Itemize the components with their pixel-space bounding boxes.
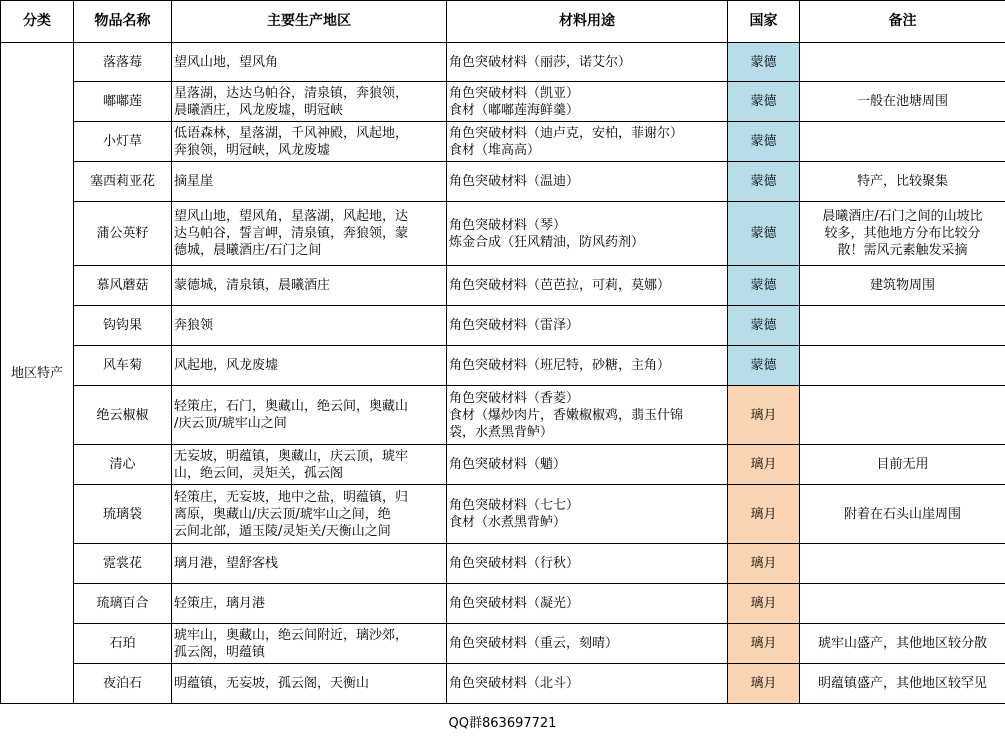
region-line: 风起地，风龙废墟	[174, 358, 279, 373]
item-name-cell: 清心	[74, 445, 172, 485]
table-row	[1, 122, 1005, 162]
item-name-cell: 琉璃百合	[74, 584, 172, 624]
region-line: 德城，晨曦酒庄/石门之间	[174, 243, 322, 258]
note-cell	[800, 346, 1005, 386]
region-cell	[172, 624, 447, 664]
usage-line: 角色突破材料（重云，刻晴）	[449, 636, 619, 651]
table-row	[1, 386, 1005, 445]
header-item-name: 物品名称	[74, 1, 172, 43]
note-line: 晨曦酒庄/石门之间的山坡比	[822, 209, 983, 224]
note-cell	[800, 584, 1005, 624]
usage-line: 角色突破材料（凝光）	[449, 596, 580, 611]
usage-cell	[447, 544, 728, 584]
note-line: 建筑物周围	[869, 278, 935, 293]
table-row	[1, 162, 1005, 202]
note-cell	[800, 544, 1005, 584]
region-line: 蒙德城，清泉镇，晨曦酒庄	[174, 278, 331, 293]
usage-line: 角色突破材料（雷泽）	[449, 318, 580, 333]
region-line: 奔狼领	[174, 318, 214, 333]
region-cell	[172, 485, 447, 544]
table-row	[1, 306, 1005, 346]
region-line: 达乌帕谷，誓言岬，清泉镇，奔狼领，蒙	[174, 226, 409, 241]
usage-line: 角色突破材料（魈）	[449, 457, 567, 472]
country-cell: 璃月	[728, 485, 800, 544]
usage-cell	[447, 82, 728, 122]
country-cell: 蒙德	[728, 82, 800, 122]
region-cell	[172, 584, 447, 624]
item-name-cell: 钩钩果	[74, 306, 172, 346]
note-cell	[800, 445, 1005, 485]
region-line: 望风山地，望风角，星落湖，风起地，达	[174, 209, 409, 224]
header-note: 备注	[800, 1, 1005, 43]
usage-line: 角色突破材料（七七）	[449, 498, 580, 513]
region-line: 低语森林，星落湖，千风神殿，风起地，	[174, 125, 409, 141]
usage-line: 角色突破材料（琴）	[449, 217, 567, 233]
country-cell: 蒙德	[728, 122, 800, 162]
item-name-cell: 塞西莉亚花	[74, 162, 172, 202]
note-line: 特产，比较聚集	[856, 174, 948, 189]
note-line: 琥牢山盛产，其他地区较分散	[817, 636, 987, 651]
region-cell	[172, 122, 447, 162]
country-cell: 璃月	[728, 664, 800, 704]
note-cell	[800, 386, 1005, 445]
usage-cell	[447, 445, 728, 485]
country-cell: 蒙德	[728, 43, 800, 82]
country-cell: 蒙德	[728, 266, 800, 306]
region-cell	[172, 544, 447, 584]
note-line: 明蕴镇盛产，其他地区较罕见	[817, 676, 987, 691]
footer-qq-group: QQ群863697721	[448, 716, 557, 731]
note-cell	[800, 43, 1005, 82]
table-row	[1, 544, 1005, 584]
item-name-cell: 小灯草	[74, 122, 172, 162]
item-name-cell: 石珀	[74, 624, 172, 664]
country-cell: 璃月	[728, 624, 800, 664]
header-region: 主要生产地区	[172, 1, 447, 43]
item-name-cell: 风车菊	[74, 346, 172, 386]
usage-line: 角色突破材料（迪卢克，安柏，菲谢尔）	[449, 125, 684, 141]
region-line: 云间北部，遁玉陵/灵矩关/天衡山之间	[174, 523, 391, 539]
region-line: 摘星崖	[174, 174, 214, 189]
region-cell	[172, 386, 447, 445]
usage-cell	[447, 43, 728, 82]
usage-line: 食材（爆炒肉片，香嫩椒椒鸡，翡玉什锦	[449, 407, 684, 423]
note-line: 一般在池塘周围	[856, 94, 948, 109]
note-cell	[800, 202, 1005, 266]
table-row	[1, 43, 1005, 82]
usage-cell	[447, 346, 728, 386]
region-line: 明蕴镇，无妄坡，孤云阁，天衡山	[174, 676, 370, 691]
country-cell: 蒙德	[728, 306, 800, 346]
region-line: 奔狼领，明冠峡，风龙废墟	[174, 142, 331, 158]
country-cell: 蒙德	[728, 346, 800, 386]
region-cell	[172, 266, 447, 306]
usage-cell	[447, 122, 728, 162]
region-line: 无妄坡，明蕴镇，奥藏山，庆云顶，琥牢	[174, 448, 409, 464]
note-cell	[800, 162, 1005, 202]
table-row	[1, 445, 1005, 485]
usage-cell	[447, 386, 728, 445]
region-line: 山，绝云间，灵矩关，孤云阁	[174, 465, 344, 481]
usage-line: 袋，水煮黑背鲈）	[449, 424, 554, 440]
region-cell	[172, 202, 447, 266]
note-cell	[800, 664, 1005, 704]
country-cell: 蒙德	[728, 162, 800, 202]
usage-line: 角色突破材料（北斗）	[449, 676, 580, 691]
note-cell	[800, 82, 1005, 122]
table-row	[1, 664, 1005, 704]
usage-cell	[447, 162, 728, 202]
table-header-row	[1, 1, 1005, 43]
region-line: 望风山地，望风角	[174, 54, 279, 70]
region-line: 璃月港，望舒客栈	[174, 556, 279, 571]
country-cell: 璃月	[728, 544, 800, 584]
usage-line: 角色突破材料（凯亚）	[449, 85, 580, 101]
item-name-cell: 慕风蘑菇	[74, 266, 172, 306]
country-cell: 璃月	[728, 584, 800, 624]
table-row	[1, 82, 1005, 122]
usage-line: 食材（水煮黑背鲈）	[449, 515, 567, 530]
region-cell	[172, 306, 447, 346]
region-cell	[172, 346, 447, 386]
item-name-cell: 夜泊石	[74, 664, 172, 704]
usage-cell	[447, 624, 728, 664]
note-line: 附着在石头山崖周围	[843, 506, 961, 522]
usage-cell	[447, 485, 728, 544]
item-name-cell: 蒲公英籽	[74, 202, 172, 266]
usage-line: 角色突破材料（丽莎，诺艾尔）	[449, 54, 632, 70]
header-usage: 材料用途	[447, 1, 728, 43]
region-line: 轻策庄，无妄坡，地中之盐，明蕴镇，归	[174, 489, 409, 505]
note-cell	[800, 485, 1005, 544]
usage-line: 角色突破材料（班尼特，砂糖，主角）	[449, 358, 671, 373]
region-line: 晨曦酒庄，风龙废墟，明冠峡	[174, 102, 344, 118]
country-cell: 璃月	[728, 445, 800, 485]
usage-line: 角色突破材料（温迪）	[449, 174, 580, 189]
table-row	[1, 346, 1005, 386]
country-cell: 蒙德	[728, 202, 800, 266]
category-cell: 地区特产	[1, 43, 74, 704]
region-line: 孤云阁，明蕴镇	[174, 644, 266, 660]
header-country: 国家	[728, 1, 800, 43]
note-cell	[800, 266, 1005, 306]
note-line: 较多，其他地方分布比较分	[824, 226, 981, 241]
item-name-cell: 落落莓	[74, 43, 172, 82]
usage-line: 食材（堆高高）	[449, 142, 541, 158]
usage-cell	[447, 202, 728, 266]
note-cell	[800, 122, 1005, 162]
usage-cell	[447, 664, 728, 704]
table-row	[1, 266, 1005, 306]
usage-cell	[447, 266, 728, 306]
region-cell	[172, 162, 447, 202]
region-line: /庆云顶/琥牢山之间	[174, 416, 287, 431]
usage-cell	[447, 584, 728, 624]
table-row	[1, 584, 1005, 624]
region-line: 离原，奥藏山/庆云顶/琥牢山之间，绝	[174, 506, 391, 522]
item-name-cell: 绝云椒椒	[74, 386, 172, 445]
region-line: 星落湖，达达乌帕谷，清泉镇，奔狼领，	[174, 85, 409, 101]
region-cell	[172, 664, 447, 704]
table-row	[1, 624, 1005, 664]
item-name-cell: 琉璃袋	[74, 485, 172, 544]
item-name-cell: 霓裳花	[74, 544, 172, 584]
usage-line: 炼金合成（狂风精油，防风药剂）	[449, 234, 645, 250]
usage-line: 角色突破材料（芭芭拉，可莉，莫娜）	[449, 278, 671, 293]
header-category: 分类	[1, 1, 74, 43]
table-row	[1, 202, 1005, 266]
note-line: 散！需风元素触发采摘	[837, 243, 968, 258]
table-row	[1, 485, 1005, 544]
usage-line: 角色突破材料（香菱）	[449, 390, 580, 406]
usage-line: 食材（嘟嘟莲海鲜羹）	[449, 102, 580, 118]
item-name-cell: 嘟嘟莲	[74, 82, 172, 122]
region-cell	[172, 82, 447, 122]
note-cell	[800, 624, 1005, 664]
country-cell: 璃月	[728, 386, 800, 445]
note-line: 目前无用	[876, 457, 929, 472]
region-line: 轻策庄，石门，奥藏山，绝云间，奥藏山	[174, 399, 409, 414]
region-cell	[172, 445, 447, 485]
region-cell	[172, 43, 447, 82]
usage-cell	[447, 306, 728, 346]
region-line: 轻策庄，璃月港	[174, 596, 266, 611]
region-line: 琥牢山，奥藏山，绝云间附近，璃沙郊，	[174, 627, 409, 643]
note-cell	[800, 306, 1005, 346]
usage-line: 角色突破材料（行秋）	[449, 556, 580, 571]
